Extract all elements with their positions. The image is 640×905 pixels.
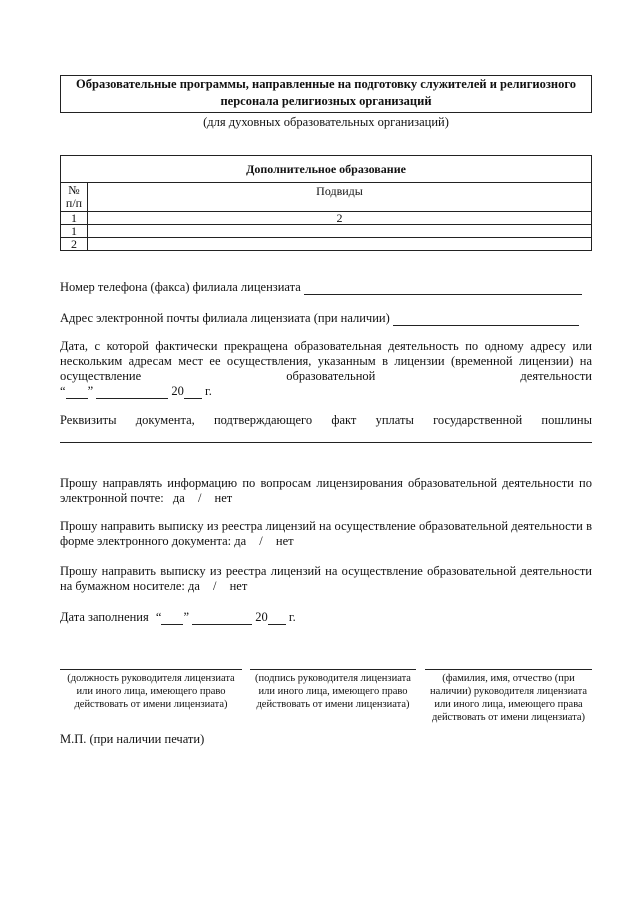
position-caption: (должность руководителя лицензиата или иного лица, имеющего право действовать от имени лицензиата) xyxy=(67,673,235,710)
programs-title-box xyxy=(60,75,592,113)
quote-open: “ xyxy=(155,610,162,624)
fill-month-line[interactable] xyxy=(192,624,252,625)
info-request xyxy=(60,476,592,506)
fill-day-line[interactable] xyxy=(161,624,183,625)
programs-title: Образовательные программы, направленные на подготовку служителей и религиозного персонала религиозных организаций xyxy=(76,77,576,108)
fill-year-line[interactable] xyxy=(268,624,286,625)
table-cell-num: 1 xyxy=(61,225,88,238)
extract-paper xyxy=(60,564,592,594)
fill-year-prefix: 20 xyxy=(255,610,268,624)
signature-line[interactable] xyxy=(250,669,416,670)
email-field xyxy=(60,311,592,326)
extract-electronic xyxy=(60,519,592,549)
table-header-name: Подвиды xyxy=(88,183,592,212)
table-header-num: № п/п xyxy=(61,183,88,212)
position-line[interactable] xyxy=(60,669,242,670)
quote-close: ” xyxy=(183,610,189,624)
stop-day-line[interactable] xyxy=(66,398,88,399)
quote-close: ” xyxy=(87,384,94,398)
stamp-label: М.П. (при наличии печати) xyxy=(60,732,205,746)
phone-field xyxy=(60,280,592,295)
requisites-label: Реквизиты документа, подтверждающего факт уплаты государственной пошлины xyxy=(60,413,592,427)
table-cell-name: 2 xyxy=(88,212,592,225)
email-input-line[interactable] xyxy=(393,325,579,326)
table-cell-name xyxy=(88,238,592,251)
extract-paper-text: Прошу направить выписку из реестра лицензий на осуществление образовательной деятельности на бумажном носителе: xyxy=(60,564,592,593)
table-cell-name xyxy=(88,225,592,238)
fio-line[interactable] xyxy=(425,669,592,670)
email-label: Адрес электронной почты филиала лицензиата (при наличии) xyxy=(60,311,390,325)
stop-year-suffix: г. xyxy=(205,384,212,398)
extract-paper-choice[interactable]: да / нет xyxy=(187,579,248,593)
stop-year-line[interactable] xyxy=(184,398,202,399)
fio-caption: (фамилия, имя, отчество (при наличии) руководителя лицензиата или иного лица, имеющего права действовать от имени лицензиата) xyxy=(429,673,588,723)
extract-electronic-choice[interactable]: да / нет xyxy=(234,534,294,548)
extract-electronic-text: Прошу направить выписку из реестра лицензий на осуществление образовательной деятельности в форме электронного документа: xyxy=(60,519,592,548)
stop-month-line[interactable] xyxy=(96,398,168,399)
table-cell-num: 2 xyxy=(61,238,88,251)
stop-year-prefix: 20 xyxy=(171,384,184,398)
phone-label: Номер телефона (факса) филиала лицензиата xyxy=(60,280,301,294)
table-row xyxy=(61,238,592,251)
signature-caption: (подпись руководителя лицензиата или иного лица, имеющего право действовать от имени лицензиата) xyxy=(255,673,411,710)
quote-open: “ xyxy=(60,384,66,398)
programs-subtitle: (для духовных образовательных организаций) xyxy=(203,115,449,129)
phone-input-line[interactable] xyxy=(304,294,582,295)
fill-date-field xyxy=(60,610,592,625)
fill-date-label: Дата заполнения xyxy=(60,610,149,624)
stop-date-field xyxy=(60,384,592,399)
table-row xyxy=(61,225,592,238)
table-row xyxy=(61,212,592,225)
info-choice[interactable]: да / нет xyxy=(172,491,233,505)
requisites-input-line[interactable] xyxy=(60,442,592,443)
additional-education-table xyxy=(60,155,592,251)
info-request-text: Прошу направлять информацию по вопросам лицензирования образовательной деятельности по электронной почте: xyxy=(60,476,592,505)
table-cell-num: 1 xyxy=(61,212,88,225)
table-title: Дополнительное образование xyxy=(61,156,592,183)
stop-date-text: Дата, с которой фактически прекращена образовательная деятельность по одному адресу или нескольким адресам мест ее осуществления, указанным в лицензии (временной лицензии) на осуществление образовательной деятельности xyxy=(60,339,592,383)
fill-year-suffix: г. xyxy=(288,610,296,624)
